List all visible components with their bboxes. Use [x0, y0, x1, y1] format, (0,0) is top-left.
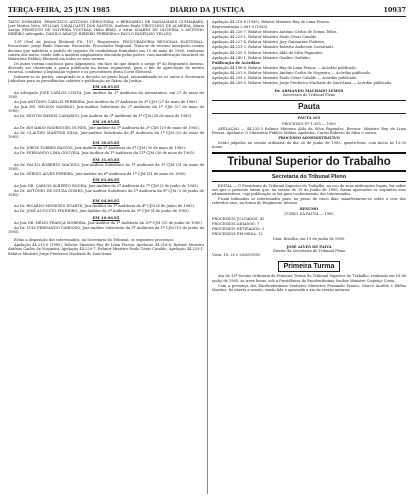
- session-date-heading: EM 10.06.85: [92, 214, 120, 220]
- session-item: Ao Dr. SÉRGIO ALVES PEREIRA, Juiz-Auditor da 6ª Auditoria da 1ª CJM (31 de maio de 1985).: [14, 172, 187, 177]
- primeira-turma-heading: Primeira Turma: [278, 261, 340, 272]
- list-item: Apelação 44.220-7, Relator Ministro Antônio Carlos de Seixas Telles.: [212, 30, 338, 35]
- header-date: TERÇA-FEIRA, 25 JUN 1985: [8, 6, 111, 14]
- page-header: [8, 6, 406, 17]
- resumo-item: PROCESSOS ADIADOS: 7: [212, 221, 260, 226]
- list-item: Apelação 44.240-1, Relator Ministro Gualter Godinho.: [212, 55, 311, 60]
- session-date-heading: EM 28.05.85: [92, 84, 120, 90]
- pauta-process: PROCESSO Nº 1.355 — 1985: [282, 121, 336, 126]
- resumo-item: PROCESSOS RETIRADOS: 3: [212, 226, 265, 231]
- body-paragraph: Ata da 13ª Sessão Ordinária da Primeira Turma do Tribunal Superior do Trabalho, realizada em 18 de junho de 1985, às treze horas, sob a Presidência do Excelentíssimo Senhor Ministro Coqueijo Costa.: [212, 274, 406, 283]
- footer-paragraph: Estão a disposição dos interessados, na Secretaria do Tribunal, os seguintes processos:: [14, 238, 174, 243]
- pauta-item: APELAÇÃO — 44.235-5 Relator Ministro Aldo da Silva Fagundes. Revisor: Ministro Ruy de Lima Pessoa. Apelante: O Ministério Público Militar. Apelados: Carlos Roberto da Silva e outros.: [212, 126, 406, 135]
- footer-paragraph: Apelação 44.215-0 (1985), Relator Ministro Ruy de Lima Pessoa; Apelação 44.216-8, Relator Ministro Antônio Carlos de Nogueira; Apelação 44.220-7, Relator Ministro Paulo César Cataldo; Apelação 44.223-1, Relator Ministro Jorge Frederico Machado de Sant'Anna.: [8, 243, 204, 256]
- header-page-number: 10937: [383, 6, 406, 14]
- subsection-title: Publicação de Acórdãos: [212, 60, 260, 65]
- date-line: Data: Brasília, em 19 de junho de 1985.: [272, 237, 346, 242]
- column-divider: [207, 20, 208, 494]
- signature-role: Secretário do Tribunal Pleno: [282, 93, 336, 98]
- body-paragraph: EDITAL — O Presidente do Tribunal Superior do Trabalho, no uso de suas atribuições legais, faz saber aos que o presente virem que, na sessão de 19 de junho de 1985, foram aprovados os seguintes atos administrativos, cuja publicação se faz para conhecimento dos interessados.: [212, 184, 406, 197]
- session-item: Ao Juiz ANTÔNIO CARLOS FERREIRA, Juiz Auditor da 2ª Auditoria da 3ª CJM (27 de maio de 1985).: [14, 99, 199, 104]
- list-item: Apelação 44.223-1, Relator Ministro Paulo César Cataldo.: [212, 35, 318, 40]
- session-item: Ao Dr. EDUARDO RODRIGUES NUNES, Juiz-Auditor da 1ª Auditoria da 2ª CJM (29 de maio de 1985).: [14, 125, 200, 130]
- list-item: Representação 2.081-5 (1985).: [212, 25, 269, 30]
- signature-name: Dr. ARMANDO MACHADO LEMOS: [274, 89, 344, 94]
- header-publication: DIÁRIO DA JUSTIÇA: [169, 6, 245, 14]
- body-paragraph: Com a presença dos Excelentíssimos Senhores Ministros Fernando Franco, Marco Aurélio e Ildélio Martins, foi aberta a sessão, sendo lida e aprovada a ata da sessão anterior.: [212, 283, 406, 292]
- signature-name: JOSÉ ALVES DE PAIVA: [286, 245, 332, 250]
- list-item: Apelação 44.209-5, Relator Ministro Jorge Frederico Machado de Sant'Anna — Acórdão publicado.: [212, 81, 393, 86]
- list-item: Apelação 44.205-2, Relator Ministro Paulo César Cataldo — Acórdão publicado.: [212, 76, 358, 81]
- session-date-heading: EM 03.06.85: [92, 177, 120, 183]
- session-date-heading: EM 04.06.85: [92, 197, 120, 203]
- session-date-heading: EM 29.05.85: [92, 119, 120, 125]
- session-item: Ao Juiz DR. CARLOS ALBERTO ROCHA, Juiz-Auditor da 2ª Auditoria da 7ª CJM (3 de junho de 1985).: [14, 183, 199, 188]
- session-item: Ao Juiz DR. HÉLIO FRANÇA MOREIRA, Juiz-Auditor da 1ª Auditoria da 10ª CJM (10 de junho de 1985).: [14, 220, 203, 225]
- session-date-heading: EM 31.05.85: [92, 156, 120, 162]
- body-paragraph: 1.8ª Cível da Justiça Eleitoral Fls. 157. Requerente: PROCURADORIA REGIONAL ELEITORAL. Recorrente: Jorge Paulo Marconi. Recorrido: Procurador Regional. Trata-se de recurso interposto contra decisão que indeferiu o pedido de registro de candidatura formulado em 15 de maio de 1985, conforme consta dos autos, tendo sido a matéria amplamente discutida pelas partes, com manifestação favorável do Ministério Público Eleitoral em todos os seus termos.: [8, 40, 204, 61]
- left-column: [8, 20, 204, 496]
- list-item: Apelação 44.198-6, Relator Ministro Ruy de Lima Pessoa — Acórdão publicado.: [212, 65, 357, 70]
- tst-heading: Tribunal Superior do Trabalho: [212, 152, 406, 172]
- resumo-item: PROCESSOS JULGADOS: 42: [212, 216, 265, 221]
- body-paragraph: Ficam intimados os interessados para, no prazo de cinco dias, manifestarem-se sobre o teor dos referidos atos, na forma do Regimento Interno.: [212, 197, 406, 206]
- resumo-item: PROCESSOS EM MESA: 12: [212, 232, 263, 236]
- vista-line: Vista: 18. 25 e 28/06/1985: [212, 253, 261, 258]
- session-item: Ao Dr. JOSÉ AUGUSTO PINHEIRO, Juiz-Auditor da 2ª Auditoria da 9ª CJM (4 de junho de 1985).: [14, 209, 190, 214]
- body-paragraph: Intimem-se as partes, cumprindo-se a decisão no prazo legal, encaminhando-se os autos à Secretaria Judiciária para as providências cabíveis e publicação no Diário da Justiça.: [8, 75, 204, 84]
- session-item: Ao Dr. ANTÔNIO DE SOUZA GOMES, Juiz-Auditor Substituto da 1ª Auditoria da 8ª CJM (3 de junho de 1985).: [8, 188, 204, 197]
- session-item: Ao Dr. LUIZ FERNANDO CARDOSO, Juiz-Auditor Substituto da 3ª Auditoria da 1ª CJM (10 de junho de 1985).: [8, 226, 204, 235]
- pauta-heading: Pauta: [212, 100, 406, 114]
- session-item: Ao Dr. RICARDO MENEZES DUARTE, Juiz-Auditor da 1ª Auditoria da 4ª CJM (4 de junho de 1985).: [14, 204, 196, 209]
- resumo-line: CURSO DA PAUTA — 1985: [284, 211, 334, 216]
- list-item: Apelação 44.227-4, Relator Ministro Jacy Guimarães Pinheiro.: [212, 40, 326, 45]
- session-item: Ao advogado JOSÉ CARLOS COSTA, Juiz Auditor da 1ª Auditoria da Aeronáutica, em 27 de maio de 1985.: [8, 90, 204, 99]
- session-item: Ao Dr. MILTON RAMOS CAMARGO, Juiz Auditor da 3ª Auditoria da 1ª CJM (28 de maio de 1985).: [14, 114, 193, 119]
- intro-paragraph: TAVIO DORAMES, FRANCISCO ANTONIO CERQUEIRA, e BERNARDO DE MAGALHÃES GUIMARÃES, José Mattos Neto, WILLIAN CAVALCANTI DOS SANTOS, Antônio Paulo VIRGULINO DE ALMEIDA, Mário Araújo SEMIENTO DE OLIVEIRA VOSTRAS, Hélio BRAZ, e Artur SOARES DE OLIVEIRA, e ANTÔNIO RIBEIRO Advogado, DANILO ARAÚJO RIBEIRO FERREIRA e PAULO PANFILHO TELLES.: [8, 20, 204, 37]
- session-item: Ao Dr. CLÁUDIO MARTINS SILVA, Juiz-Auditor Substituto da 4ª Auditoria da 1ª CJM (29 de maio de 1985).: [8, 130, 204, 139]
- session-item: Ao Dr. JORGE TORRES BASTOS, Juiz-Auditor da 2ª Auditoria da 5ª CJM (30 de maio de 1985).: [14, 146, 187, 151]
- signature-role: Diretor da Secretaria do Tribunal Pleno: [272, 249, 346, 254]
- secretaria-heading: Secretaria do Tribunal Pleno: [212, 174, 406, 182]
- body-paragraph: Os autos vieram conclusos para julgamento, em face do que dispõe o artigo 8º do Regimento Interno, devendo ser observada a pauta publicada na forma regimental, para o fim de apreciação do mérito recursal, conforme a legislação vigente e os precedentes desta Corte Eleitoral.: [8, 61, 204, 75]
- session-item: Ao Dr. PAULO ROBERTO MACEDO, Juiz-Auditor Substituto da 1ª Auditoria da 3ª CJM (31 de maio de 1985).: [8, 162, 204, 172]
- list-item: Apelação 44.216-8 (1985), Relator Ministro Ruy de Lima Pessoa.: [212, 20, 330, 24]
- list-item: Apelação 44.231-2, Relator Ministro Roberto Andersen Cavalcanti.: [212, 45, 335, 50]
- right-column: [212, 20, 406, 496]
- session-date-heading: EM 30.05.85: [92, 139, 120, 145]
- list-item: Apelação 44.201-0, Relator Ministro Antônio Carlos de Nogueira — Acórdão publicado.: [212, 70, 372, 75]
- pauta-number: PAUTA 165: [297, 116, 321, 121]
- session-item: Ao Dr. FERNANDO LIMA GOUVEIA, Juiz-Auditor da 1ª Auditoria da 11ª CJM (30 de maio de 1985).: [14, 151, 196, 156]
- pauta-item: Serão julgados na sessão ordinária do dia 26 de junho de 1985, quarta-feira, com início às 13:30 horas.: [212, 140, 406, 149]
- session-item: Ao Juiz DR. WILSON SAMPAIO, Juiz-Auditor Substituto da 2ª Auditoria da 1ª CJM (27 de maio de 1985).: [8, 105, 204, 114]
- resumo-title: RESUMO: [299, 206, 319, 211]
- pauta-subheading: PROCESSO ADMINISTRATIVO: [278, 135, 340, 140]
- list-item: Apelação 44.235-5, Relator Ministro Aldo da Silva Fagundes.: [212, 50, 324, 55]
